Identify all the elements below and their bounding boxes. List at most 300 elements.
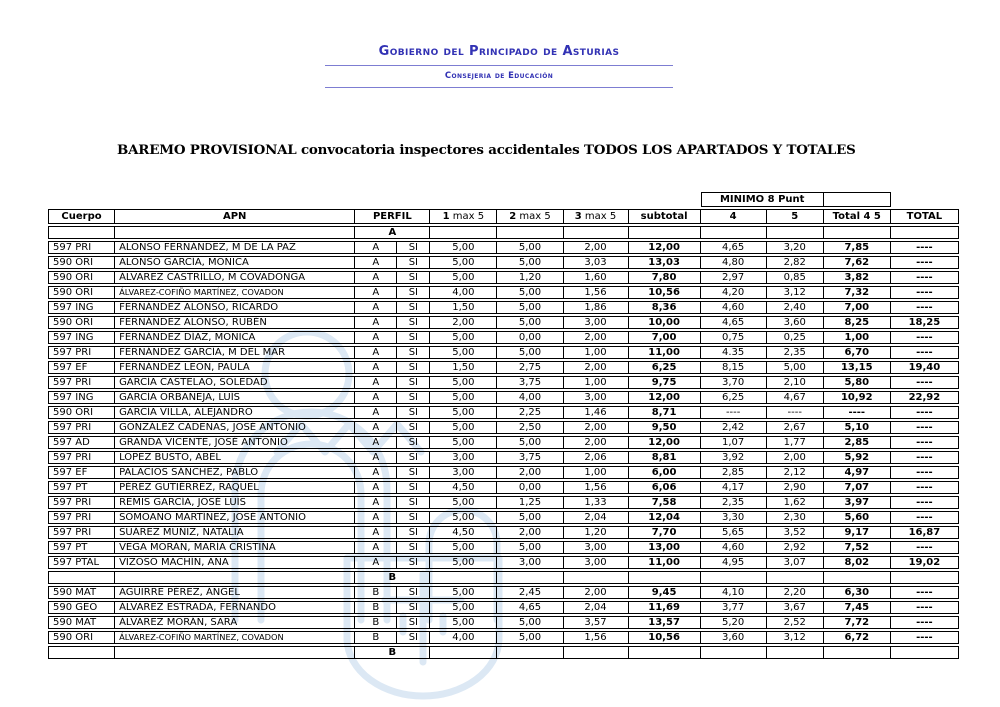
col-header-4: 4	[701, 209, 767, 224]
c4-cell: 3,77	[701, 601, 767, 614]
section-empty-cell	[629, 646, 701, 659]
c4-cell: 8,15	[701, 361, 767, 374]
c5-cell: 2,90	[767, 481, 824, 494]
cuerpo-cell: 597 PRI	[48, 421, 115, 434]
c4-cell: ----	[701, 406, 767, 419]
total45-cell: 6,70	[824, 346, 891, 359]
total-cell: ----	[891, 466, 959, 479]
c2-cell: 5,00	[497, 346, 563, 359]
apn-cell: VIZOSO MACHÍN, ANA	[115, 556, 355, 569]
section-empty-cell	[430, 646, 497, 659]
si-cell: SI	[397, 331, 430, 344]
total-cell: ----	[891, 616, 959, 629]
si-cell: SI	[397, 376, 430, 389]
cuerpo-cell: 597 ING	[48, 391, 115, 404]
cuerpo-cell: 597 PRI	[48, 511, 115, 524]
c1-cell: 5,00	[430, 436, 497, 449]
total-cell: ----	[891, 256, 959, 269]
c4-cell: 4,65	[701, 241, 767, 254]
col-header-2: 2 max 5	[497, 209, 563, 224]
c5-cell: 2,12	[767, 466, 824, 479]
subtotal-cell: 10,56	[629, 631, 701, 644]
total45-cell: 8,02	[824, 556, 891, 569]
c1-cell: 4,50	[430, 526, 497, 539]
total-cell: ----	[891, 376, 959, 389]
minimo-right-spacer	[891, 192, 959, 207]
total45-cell: 8,25	[824, 316, 891, 329]
minimo-header-cell: MINIMO 8 Punt	[701, 192, 824, 207]
c4-cell: 3,60	[701, 631, 767, 644]
letterhead	[325, 44, 673, 88]
cuerpo-cell: 590 ORI	[48, 406, 115, 419]
total45-cell: 7,00	[824, 301, 891, 314]
c5-cell: 0,85	[767, 271, 824, 284]
table-row	[48, 361, 959, 374]
table-row	[48, 631, 959, 644]
c2-cell: 5,00	[497, 511, 563, 524]
c1-cell: 5,00	[430, 541, 497, 554]
cuerpo-cell: 597 ING	[48, 301, 115, 314]
c4-cell: 4,17	[701, 481, 767, 494]
c3-cell: 1,46	[564, 406, 629, 419]
subtotal-cell: 13,03	[629, 256, 701, 269]
apn-cell: PÉREZ GUTIÉRREZ, RAQUEL	[115, 481, 355, 494]
c1-cell: 5,00	[430, 346, 497, 359]
c5-cell: 2,00	[767, 451, 824, 464]
c5-cell: 2,30	[767, 511, 824, 524]
c4-cell: 4.35	[701, 346, 767, 359]
c1-cell: 1,50	[430, 301, 497, 314]
subtotal-cell: 7,80	[629, 271, 701, 284]
cuerpo-cell: 597 EF	[48, 466, 115, 479]
cuerpo-cell: 597 ING	[48, 331, 115, 344]
total-cell: ----	[891, 331, 959, 344]
c3-cell: 2,04	[564, 511, 629, 524]
c2-cell: 0,00	[497, 481, 563, 494]
apn-cell: ÁLVAREZ ESTRADA, FERNANDO	[115, 601, 355, 614]
apn-cell: AGUIRRE PÉREZ, ÁNGEL	[115, 586, 355, 599]
c5-cell: 2,35	[767, 346, 824, 359]
cuerpo-cell: 597 PRI	[48, 526, 115, 539]
table-row	[48, 436, 959, 449]
apn-cell: GARCÍA VILLA, ALEJANDRO	[115, 406, 355, 419]
section-empty-cell	[891, 646, 959, 659]
perfil-cell: A	[355, 316, 397, 329]
c4-cell: 6,25	[701, 391, 767, 404]
cuerpo-cell: 597 AD	[48, 436, 115, 449]
col-header-subtotal: subtotal	[629, 209, 701, 224]
c1-cell: 5,00	[430, 556, 497, 569]
c1-cell: 4,00	[430, 631, 497, 644]
c2-cell: 4,65	[497, 601, 563, 614]
c4-cell: 5,20	[701, 616, 767, 629]
apn-cell: ÁLVAREZ CASTRILLO, M COVADONGA	[115, 271, 355, 284]
si-cell: SI	[397, 241, 430, 254]
total45-cell: 3,97	[824, 496, 891, 509]
si-cell: SI	[397, 541, 430, 554]
subtotal-cell: 12,00	[629, 436, 701, 449]
total-cell: ----	[891, 271, 959, 284]
perfil-cell: B	[355, 616, 397, 629]
c2-cell: 1,20	[497, 271, 563, 284]
apn-cell: FERNÁNDEZ GARCÍA, M DEL MAR	[115, 346, 355, 359]
total-cell: 19,40	[891, 361, 959, 374]
c3-cell: 2,00	[564, 331, 629, 344]
subtotal-cell: 9,45	[629, 586, 701, 599]
c2-cell: 2,00	[497, 466, 563, 479]
total45-cell: 7,72	[824, 616, 891, 629]
c5-cell: 2,67	[767, 421, 824, 434]
subtotal-cell: 7,00	[629, 331, 701, 344]
perfil-cell: A	[355, 511, 397, 524]
total45-cell: 5,92	[824, 451, 891, 464]
table-row	[48, 511, 959, 524]
table-row	[48, 496, 959, 509]
section-empty-cell	[701, 226, 767, 239]
apn-cell: ALONSO FERNÁNDEZ, M DE LA PAZ	[115, 241, 355, 254]
c1-cell: 5,00	[430, 391, 497, 404]
table-row	[48, 286, 959, 299]
c1-cell: 5,00	[430, 511, 497, 524]
subtotal-cell: 10,00	[629, 316, 701, 329]
subtotal-cell: 6,06	[629, 481, 701, 494]
perfil-cell: A	[355, 526, 397, 539]
subtotal-cell: 12,00	[629, 391, 701, 404]
total-cell: ----	[891, 541, 959, 554]
total-cell: ----	[891, 241, 959, 254]
c5-cell: ----	[767, 406, 824, 419]
minimo-empty-box	[824, 192, 891, 207]
c2-cell: 1,25	[497, 496, 563, 509]
c3-cell: 2,00	[564, 436, 629, 449]
cuerpo-cell: 597 PT	[48, 541, 115, 554]
subtotal-cell: 8,81	[629, 451, 701, 464]
total45-cell: 5,80	[824, 376, 891, 389]
apn-cell: GARCÍA ORBANEJA, LUÍS	[115, 391, 355, 404]
c2-cell: 5,00	[497, 541, 563, 554]
government-name: Gobierno del Principado de Asturias	[378, 44, 620, 59]
section-empty-cuerpo	[48, 646, 115, 659]
total45-cell: 7,85	[824, 241, 891, 254]
total-cell: ----	[891, 601, 959, 614]
si-cell: SI	[397, 271, 430, 284]
si-cell: SI	[397, 466, 430, 479]
c3-cell: 1,86	[564, 301, 629, 314]
subtotal-cell: 8,71	[629, 406, 701, 419]
apn-cell: GRANDA VICENTE, JOSÉ ANTONIO	[115, 436, 355, 449]
c3-cell: 3,57	[564, 616, 629, 629]
perfil-cell: A	[355, 406, 397, 419]
baremo-table	[48, 190, 959, 661]
c5-cell: 2,40	[767, 301, 824, 314]
col-header-5: 5	[767, 209, 824, 224]
total45-cell: 2,85	[824, 436, 891, 449]
si-cell: SI	[397, 496, 430, 509]
table-row	[48, 316, 959, 329]
c2-cell: 3,75	[497, 376, 563, 389]
col-header-1: 1 max 5	[430, 209, 497, 224]
section-row	[48, 646, 959, 659]
apn-cell: GONZÁLEZ CADENAS, JOSÉ ANTONIO	[115, 421, 355, 434]
table-row	[48, 556, 959, 569]
si-cell: SI	[397, 616, 430, 629]
subtotal-cell: 11,69	[629, 601, 701, 614]
c2-cell: 2,75	[497, 361, 563, 374]
c4-cell: 0,75	[701, 331, 767, 344]
si-cell: SI	[397, 316, 430, 329]
c5-cell: 4,67	[767, 391, 824, 404]
c4-cell: 4,60	[701, 541, 767, 554]
si-cell: SI	[397, 346, 430, 359]
total-cell: 16,87	[891, 526, 959, 539]
c4-cell: 4,80	[701, 256, 767, 269]
c5-cell: 3,60	[767, 316, 824, 329]
table-row	[48, 346, 959, 359]
total-cell: ----	[891, 301, 959, 314]
subtotal-cell: 6,25	[629, 361, 701, 374]
c1-cell: 5,00	[430, 601, 497, 614]
table-body	[48, 192, 959, 659]
perfil-cell: A	[355, 391, 397, 404]
c3-cell: 1,56	[564, 631, 629, 644]
total-cell: ----	[891, 421, 959, 434]
cuerpo-cell: 590 ORI	[48, 256, 115, 269]
c2-cell: 2,50	[497, 421, 563, 434]
table-row	[48, 541, 959, 554]
c3-cell: 1,00	[564, 346, 629, 359]
table-row	[48, 421, 959, 434]
apn-cell: PALACIOS SÁNCHEZ, PABLO	[115, 466, 355, 479]
section-empty-cuerpo	[48, 571, 115, 584]
section-empty-cell	[497, 226, 563, 239]
c2-cell: 5,00	[497, 631, 563, 644]
c1-cell: 5,00	[430, 586, 497, 599]
apn-cell: FERNÁNDEZ LEÓN, PAULA	[115, 361, 355, 374]
total45-cell: 7,62	[824, 256, 891, 269]
total45-cell: 7,07	[824, 481, 891, 494]
si-cell: SI	[397, 601, 430, 614]
subtotal-cell: 11,00	[629, 346, 701, 359]
section-empty-cuerpo	[48, 226, 115, 239]
c3-cell: 3,03	[564, 256, 629, 269]
cuerpo-cell: 590 ORI	[48, 631, 115, 644]
section-empty-cell	[824, 646, 891, 659]
c5-cell: 3,52	[767, 526, 824, 539]
si-cell: SI	[397, 406, 430, 419]
section-empty-cell	[701, 646, 767, 659]
cuerpo-cell: 590 MAT	[48, 616, 115, 629]
cuerpo-cell: 590 ORI	[48, 271, 115, 284]
c5-cell: 2,52	[767, 616, 824, 629]
perfil-cell: A	[355, 331, 397, 344]
total45-cell: 10,92	[824, 391, 891, 404]
c2-cell: 3,00	[497, 556, 563, 569]
cuerpo-cell: 590 ORI	[48, 286, 115, 299]
total-cell: ----	[891, 286, 959, 299]
c5-cell: 2,10	[767, 376, 824, 389]
c3-cell: 2,00	[564, 421, 629, 434]
si-cell: SI	[397, 286, 430, 299]
c1-cell: 5,00	[430, 271, 497, 284]
c3-cell: 3,00	[564, 541, 629, 554]
perfil-cell: A	[355, 436, 397, 449]
apn-cell: GARCÍA CASTELAO, SOLEDAD	[115, 376, 355, 389]
c1-cell: 4,50	[430, 481, 497, 494]
section-row	[48, 226, 959, 239]
perfil-cell: B	[355, 586, 397, 599]
c5-cell: 2,92	[767, 541, 824, 554]
total-cell: ----	[891, 346, 959, 359]
subtotal-cell: 13,57	[629, 616, 701, 629]
c4-cell: 1,07	[701, 436, 767, 449]
c3-cell: 2,00	[564, 241, 629, 254]
perfil-cell: A	[355, 361, 397, 374]
subtotal-cell: 11,00	[629, 556, 701, 569]
table-row	[48, 241, 959, 254]
total45-cell: 9,17	[824, 526, 891, 539]
total45-cell: 6,30	[824, 586, 891, 599]
total45-cell: 3,82	[824, 271, 891, 284]
apn-cell: ÁLVAREZ MORÁN, SARA	[115, 616, 355, 629]
perfil-cell: A	[355, 451, 397, 464]
c2-cell: 5,00	[497, 316, 563, 329]
total-cell: ----	[891, 481, 959, 494]
c3-cell: 1,56	[564, 481, 629, 494]
c1-cell: 4,00	[430, 286, 497, 299]
table-row	[48, 391, 959, 404]
c1-cell: 5,00	[430, 421, 497, 434]
c3-cell: 1,60	[564, 271, 629, 284]
c1-cell: 1,50	[430, 361, 497, 374]
section-empty-cell	[430, 226, 497, 239]
c3-cell: 1,56	[564, 286, 629, 299]
cuerpo-cell: 590 ORI	[48, 316, 115, 329]
c5-cell: 3,20	[767, 241, 824, 254]
table-row	[48, 256, 959, 269]
letterhead-rule-top	[325, 65, 673, 66]
table-row	[48, 331, 959, 344]
apn-cell: REMIS GARCÍA, JOSÉ LUÍS	[115, 496, 355, 509]
apn-cell: SOMOANO MARTÍNEZ, JOSÉ ANTONIO	[115, 511, 355, 524]
total-cell: 22,92	[891, 391, 959, 404]
page-title: BAREMO PROVISIONAL convocatoria inspectores accidentales TODOS LOS APARTADOS Y TOTALES	[117, 142, 856, 158]
perfil-cell: A	[355, 556, 397, 569]
total45-cell: 7,52	[824, 541, 891, 554]
apn-cell: FERNÁNDEZ ALONSO, RICARDO	[115, 301, 355, 314]
c1-cell: 3,00	[430, 451, 497, 464]
c1-cell: 5,00	[430, 496, 497, 509]
c4-cell: 4,20	[701, 286, 767, 299]
apn-cell: FERNÁNDEZ ALONSO, RUBÉN	[115, 316, 355, 329]
total-cell: ----	[891, 496, 959, 509]
c3-cell: 1,00	[564, 466, 629, 479]
si-cell: SI	[397, 421, 430, 434]
c3-cell: 1,33	[564, 496, 629, 509]
si-cell: SI	[397, 481, 430, 494]
total-cell: ----	[891, 436, 959, 449]
department-name: Consejeria de Educación	[444, 71, 554, 81]
section-empty-cell	[701, 571, 767, 584]
cuerpo-cell: 597 PRI	[48, 376, 115, 389]
c4-cell: 3,92	[701, 451, 767, 464]
apn-cell: ALONSO GARCÍA, MÓNICA	[115, 256, 355, 269]
si-cell: SI	[397, 361, 430, 374]
perfil-cell: A	[355, 301, 397, 314]
perfil-cell: B	[355, 631, 397, 644]
si-cell: SI	[397, 256, 430, 269]
cuerpo-cell: 597 PRI	[48, 241, 115, 254]
c1-cell: 5,00	[430, 376, 497, 389]
c2-cell: 5,00	[497, 301, 563, 314]
col-header-3: 3 max 5	[564, 209, 629, 224]
c2-cell: 2,45	[497, 586, 563, 599]
section-empty-cell	[564, 226, 629, 239]
c4-cell: 3,30	[701, 511, 767, 524]
c4-cell: 4,65	[701, 316, 767, 329]
c1-cell: 5,00	[430, 241, 497, 254]
perfil-cell: A	[355, 271, 397, 284]
c5-cell: 1,62	[767, 496, 824, 509]
c2-cell: 0,00	[497, 331, 563, 344]
perfil-cell: A	[355, 256, 397, 269]
cuerpo-cell: 597 PRI	[48, 496, 115, 509]
si-cell: SI	[397, 436, 430, 449]
section-empty-cell	[564, 571, 629, 584]
col-header-apn: APN	[115, 209, 355, 224]
letterhead-rule-bottom	[325, 87, 673, 88]
perfil-cell: A	[355, 466, 397, 479]
c3-cell: 3,00	[564, 316, 629, 329]
section-empty-cell	[629, 571, 701, 584]
subtotal-cell: 9,75	[629, 376, 701, 389]
table-row	[48, 481, 959, 494]
section-letter: B	[355, 571, 430, 584]
total45-cell: ----	[824, 406, 891, 419]
c3-cell: 1,20	[564, 526, 629, 539]
cuerpo-cell: 597 PRI	[48, 451, 115, 464]
section-empty-cell	[891, 226, 959, 239]
col-header-total45: Total 4 5	[824, 209, 891, 224]
c4-cell: 2,42	[701, 421, 767, 434]
cuerpo-cell: 597 PT	[48, 481, 115, 494]
section-empty-cell	[824, 571, 891, 584]
total45-cell: 5,60	[824, 511, 891, 524]
section-empty-cell	[824, 226, 891, 239]
section-empty-cell	[767, 571, 824, 584]
section-empty-cell	[891, 571, 959, 584]
total45-cell: 6,72	[824, 631, 891, 644]
subtotal-cell: 7,70	[629, 526, 701, 539]
table-row	[48, 586, 959, 599]
si-cell: SI	[397, 586, 430, 599]
total45-cell: 1,00	[824, 331, 891, 344]
c3-cell: 2,00	[564, 361, 629, 374]
section-empty-cell	[767, 646, 824, 659]
total-cell: 19,02	[891, 556, 959, 569]
c5-cell: 3,07	[767, 556, 824, 569]
cuerpo-cell: 597 EF	[48, 361, 115, 374]
c5-cell: 3,67	[767, 601, 824, 614]
c2-cell: 5,00	[497, 256, 563, 269]
c5-cell: 2,82	[767, 256, 824, 269]
c2-cell: 5,00	[497, 286, 563, 299]
c4-cell: 2,85	[701, 466, 767, 479]
c2-cell: 3,75	[497, 451, 563, 464]
total45-cell: 7,45	[824, 601, 891, 614]
c1-cell: 5,00	[430, 406, 497, 419]
col-header-perfil: PERFIL	[355, 209, 430, 224]
total45-cell: 7,32	[824, 286, 891, 299]
